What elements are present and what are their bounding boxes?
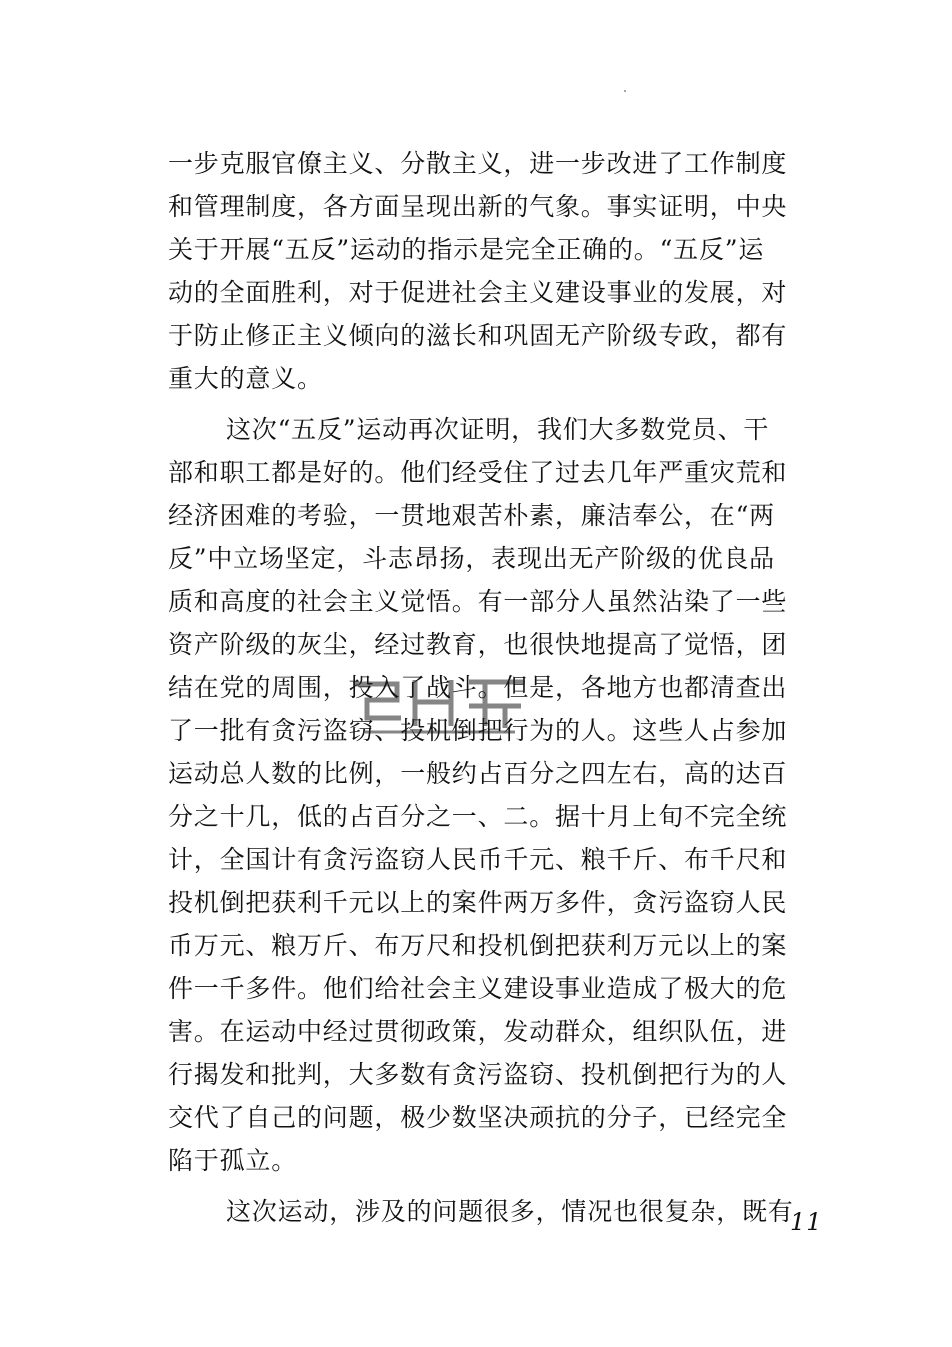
text-line: 这次运动，涉及的问题很多，情况也很复杂，既有 [226, 1197, 794, 1226]
library-stamp-mark [335, 662, 565, 748]
paragraph-gap [168, 1182, 868, 1190]
scan-speck [624, 90, 626, 92]
text-line: 一步克服官僚主义、分散主义，进一步改进了工作制度 [168, 149, 788, 178]
text-line: 重大的意义。 [168, 364, 323, 393]
text-line: 质和高度的社会主义觉悟。有一部分人虽然沾染了一些 [168, 587, 788, 616]
text-line: 投机倒把获利千元以上的案件两万多件，贪污盗窃人民 [168, 888, 788, 917]
text-line: 分之十几，低的占百分之一、二。据十月上旬不完全统 [168, 802, 788, 831]
text-line: 这次“五反”运动再次证明，我们大多数党员、干 [226, 415, 770, 444]
text-line: 部和职工都是好的。他们经受住了过去几年严重灾荒和 [168, 458, 788, 487]
text-line: 运动总人数的比例，一般约占百分之四左右，高的达百 [168, 759, 788, 788]
text-line: 币万元、粮万斤、布万尺和投机倒把获利万元以上的案 [168, 931, 788, 960]
text-line: 害。在运动中经过贯彻政策，发动群众，组织队伍，进 [168, 1017, 788, 1046]
text-line: 反”中立场坚定，斗志昂扬，表现出无产阶级的优良品 [168, 544, 775, 573]
text-line: 行揭发和批判，大多数有贪污盗窃、投机倒把行为的人 [168, 1060, 788, 1089]
text-line: 资产阶级的灰尘，经过教育，也很快地提高了觉悟，团 [168, 630, 788, 659]
page-number: 11 [790, 1208, 823, 1236]
text-line: 陷于孤立。 [168, 1146, 298, 1175]
text-line: 和管理制度，各方面呈现出新的气象。事实证明，中央 [168, 192, 788, 221]
text-line: 动的全面胜利，对于促进社会主义建设事业的发展，对 [168, 278, 788, 307]
text-line: 了一批有贪污盗窃、投机倒把行为的人。这些人占参加 [168, 716, 788, 745]
text-line: 件一千多件。他们给社会主义建设事业造成了极大的危 [168, 974, 788, 1003]
text-line: 结在党的周围，投入了战斗。但是，各地方也都清查出 [168, 673, 788, 702]
text-line: 关于开展“五反”运动的指示是完全正确的。“五反”运 [168, 235, 765, 264]
text-line: 交代了自己的问题，极少数坚决顽抗的分子，已经完全 [168, 1103, 788, 1132]
text-line: 经济困难的考验，一贯地艰苦朴素，廉洁奉公，在“两 [168, 501, 775, 530]
text-line: 计，全国计有贪污盗窃人民币千元、粮千斤、布千尺和 [168, 845, 788, 874]
text-line: 于防止修正主义倾向的滋长和巩固无产阶级专政，都有 [168, 321, 788, 350]
paragraph-gap [168, 400, 868, 408]
